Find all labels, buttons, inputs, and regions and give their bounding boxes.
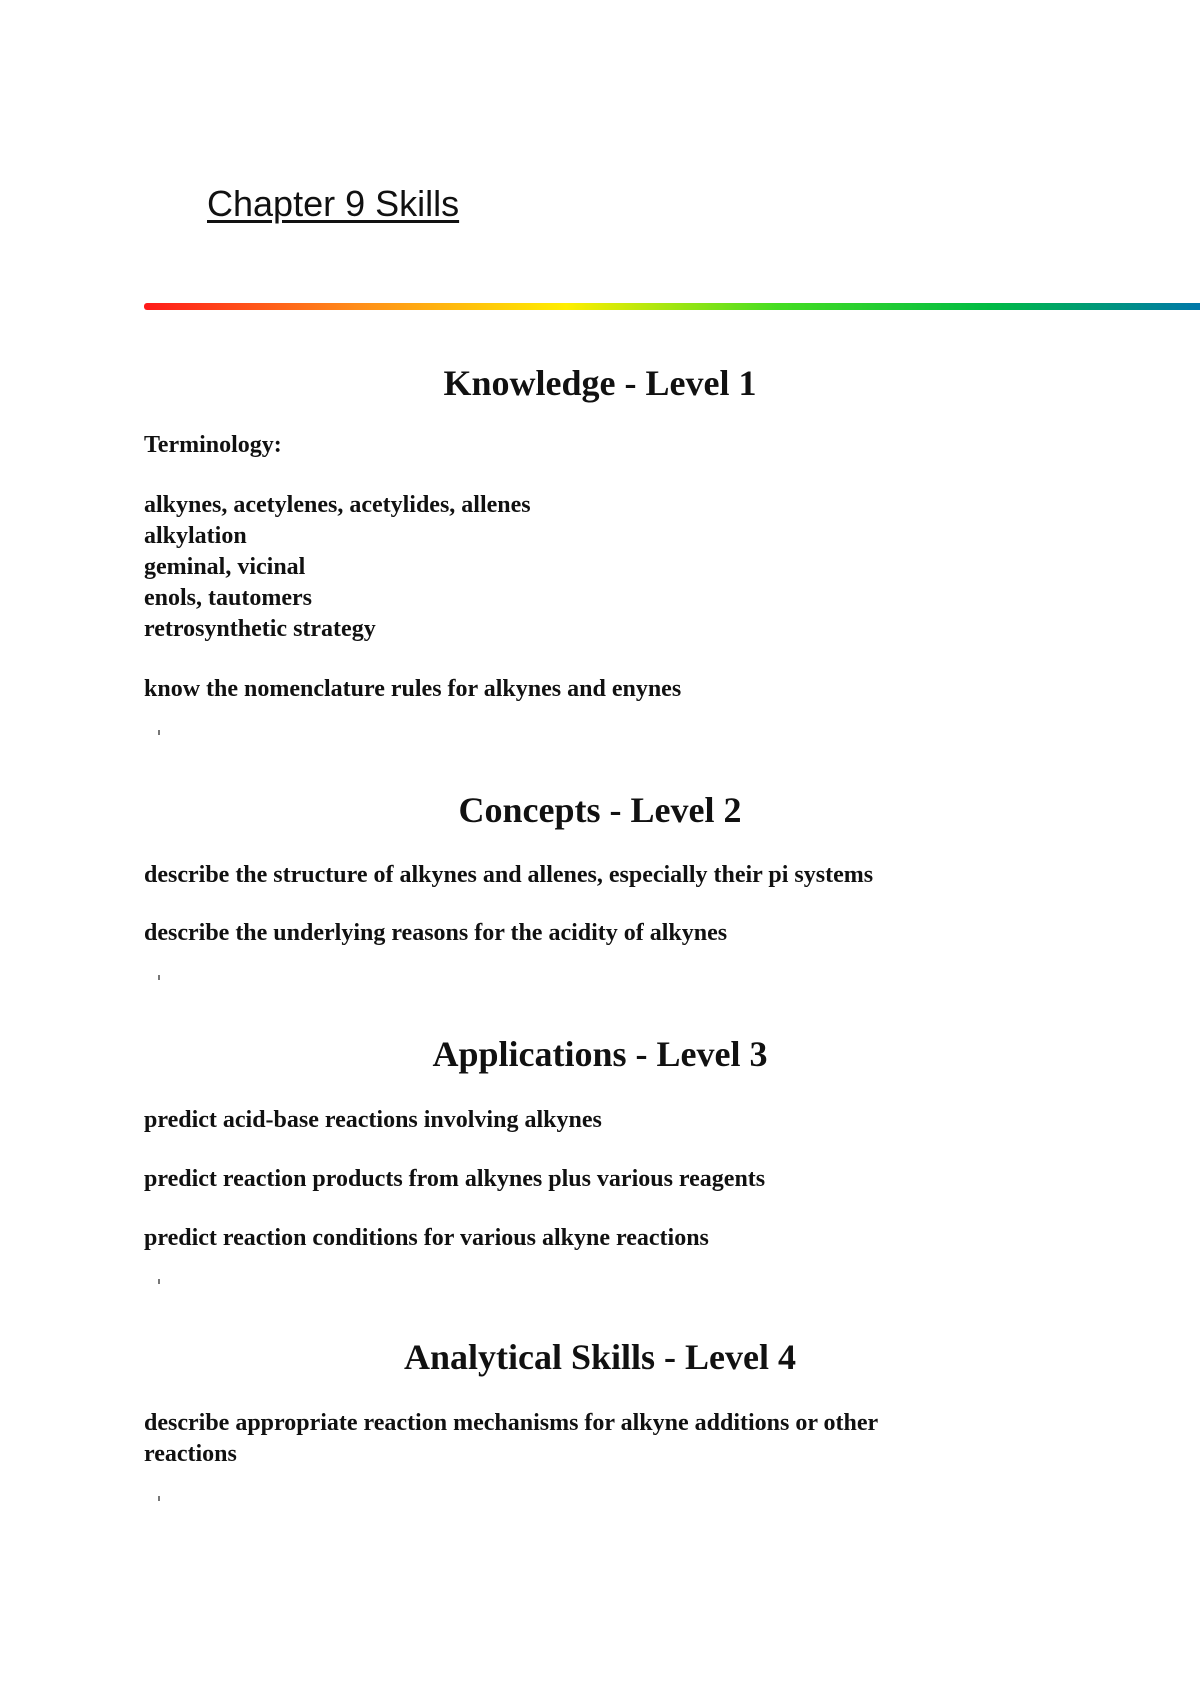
section-heading-analytical: Analytical Skills - Level 4 <box>403 1337 796 1377</box>
section-heading-knowledge: Knowledge - Level 1 <box>443 363 757 403</box>
bullet-marker <box>158 1279 160 1284</box>
list-item: predict reaction products from alkynes plus various reagents <box>144 1166 766 1192</box>
page-title: Chapter 9 Skills <box>207 183 460 224</box>
list-item: predict reaction conditions for various alkyne reactions <box>144 1225 709 1251</box>
terminology-label: Terminology: <box>144 432 282 458</box>
bullet-marker <box>158 1496 160 1501</box>
terminology-list: alkynes, acetylenes, acetylides, allenes alkylation geminal, vicinal enols, tautomers retrosynthetic strategy <box>144 492 531 642</box>
list-item: describe the structure of alkynes and allenes, especially their pi systems <box>144 862 874 888</box>
list-item: predict acid-base reactions involving alkynes <box>144 1107 602 1133</box>
list-item: describe the underlying reasons for the acidity of alkynes <box>144 920 728 946</box>
rainbow-divider <box>144 303 1200 310</box>
bullet-marker <box>158 730 160 735</box>
bullet-marker <box>158 975 160 980</box>
section-heading-applications: Applications - Level 3 <box>432 1034 768 1074</box>
list-item: know the nomenclature rules for alkynes and enynes <box>144 676 682 702</box>
list-item: describe appropriate reaction mechanisms for alkyne additions or other reactions <box>144 1410 879 1467</box>
section-heading-concepts: Concepts - Level 2 <box>458 790 742 830</box>
